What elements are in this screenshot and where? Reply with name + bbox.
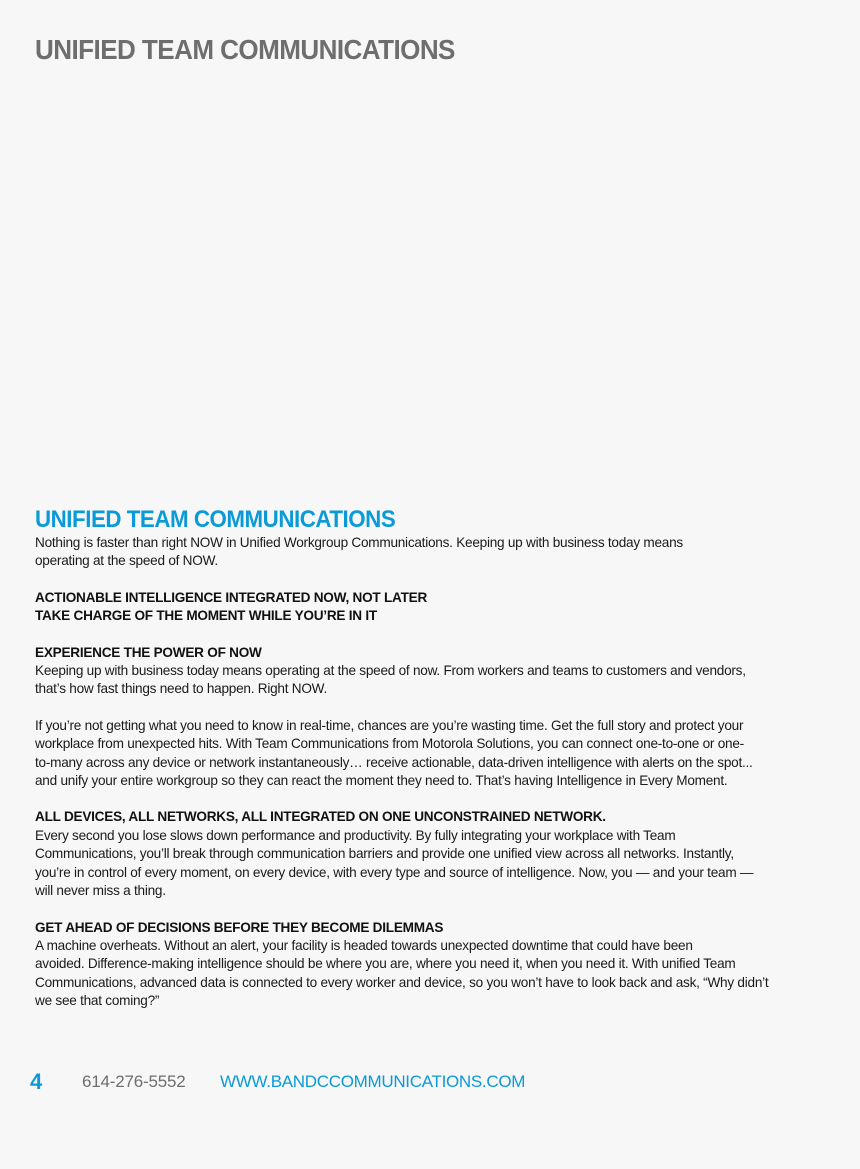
section-line: A machine overheats. Without an alert, your facility is headed towards unexpected downtime that could have been — [35, 937, 693, 953]
phone-number: 614-276-5552 — [82, 1072, 186, 1091]
spacer — [35, 790, 835, 808]
section-line: and unify your entire workgroup so they can react the moment they need to. That’s having Intelligence in Every Moment. — [35, 773, 728, 789]
spacer — [35, 626, 835, 644]
intro-line: operating at the speed of NOW. — [35, 553, 218, 569]
intro-line: Nothing is faster than right NOW in Unified Workgroup Communications. Keeping up with business today means — [35, 535, 683, 550]
page-header-title: UNIFIED TEAM COMMUNICATIONS — [35, 34, 455, 65]
section-line: workplace from unexpected hits. With Team Communications from Motorola Solutions, you can connect one-to-one or one- — [35, 736, 744, 752]
section-line: Every second you lose slows down performance and productivity. By fully integrating your workplace with Team — [35, 827, 676, 843]
website-link[interactable]: WWW.BANDCCOMMUNICATIONS.COM — [220, 1072, 526, 1091]
spacer — [35, 901, 835, 919]
section-heading: GET AHEAD OF DECISIONS BEFORE THEY BECOME DILEMMAS — [35, 919, 444, 935]
article-body — [35, 506, 835, 1011]
spacer — [35, 699, 835, 717]
section-line: Communications, you’ll break through communication barriers and provide one unified view across all networks. Instantly, — [35, 846, 734, 862]
section-line: avoided. Difference-making intelligence should be where you are, where you need it, when you need it. With unified Team — [35, 956, 736, 972]
section-heading: ALL DEVICES, ALL NETWORKS, ALL INTEGRATED ON ONE UNCONSTRAINED NETWORK. — [35, 809, 606, 825]
section-line: we see that coming?” — [35, 993, 160, 1009]
section-line: you’re in control of every moment, on every device, with every type and source of intelligence. Now, you — and your team — — [35, 864, 754, 880]
section-line: will never miss a thing. — [35, 883, 166, 899]
section-line: to-many across any device or network instantaneously… receive actionable, data-driven intelligence with alerts on the spot... — [35, 754, 753, 770]
tagline-line: ACTIONABLE INTELLIGENCE INTEGRATED NOW, NOT LATER — [35, 589, 428, 605]
section-heading: EXPERIENCE THE POWER OF NOW — [35, 644, 262, 660]
section-line: that’s how fast things need to happen. Right NOW. — [35, 681, 328, 697]
page-number: 4 — [30, 1069, 43, 1094]
section-line: If you’re not getting what you need to know in real-time, chances are you’re wasting time. Get the full story and protect your — [35, 717, 744, 733]
spacer — [35, 571, 835, 589]
page-footer — [30, 1068, 525, 1096]
tagline-line: TAKE CHARGE OF THE MOMENT WHILE YOU’RE IN IT — [35, 608, 377, 624]
section-line: Communications, advanced data is connected to every worker and device, so you won’t have to look back and ask, “Why didn’t — [35, 974, 769, 990]
section-line: Keeping up with business today means operating at the speed of now. From workers and teams to customers and vendors, — [35, 663, 746, 679]
article-title: UNIFIED TEAM COMMUNICATIONS — [35, 506, 396, 533]
hero-image-area — [35, 90, 825, 490]
